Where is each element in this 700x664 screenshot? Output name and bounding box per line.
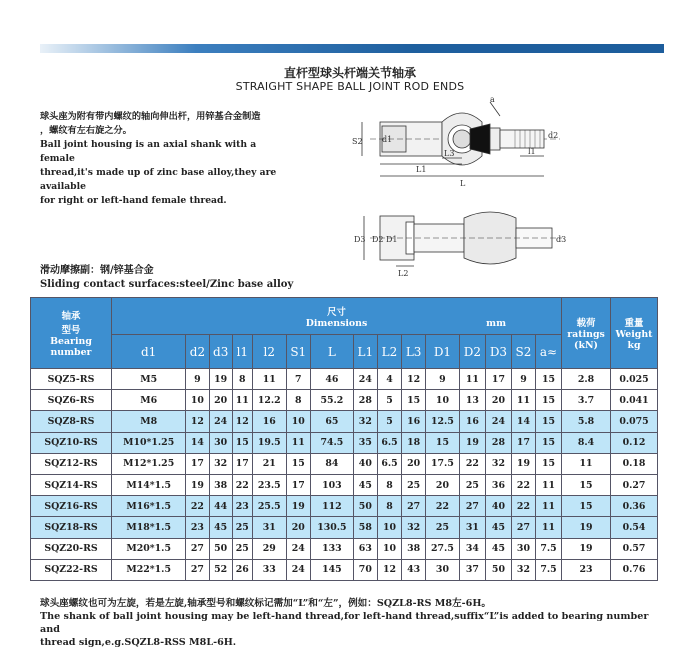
load-cn: 载荷 bbox=[576, 318, 596, 329]
bearing-number-cell: SQZ8-RS bbox=[31, 411, 112, 432]
table-cell: 9 bbox=[425, 369, 459, 390]
table-cell: 22 bbox=[232, 474, 252, 495]
table-cell: 130.5 bbox=[310, 517, 353, 538]
table-cell: 15 bbox=[562, 474, 611, 495]
table-cell: 11 bbox=[232, 390, 252, 411]
desc-en-line2: thread,it's made up of zinc base alloy,they are available bbox=[40, 167, 277, 192]
table-cell: 0.27 bbox=[611, 474, 658, 495]
table-cell: 28 bbox=[354, 390, 378, 411]
table-cell: 58 bbox=[354, 517, 378, 538]
table-cell: 15 bbox=[562, 496, 611, 517]
table-cell: 31 bbox=[459, 517, 485, 538]
table-cell: 0.54 bbox=[611, 517, 658, 538]
table-cell: 8 bbox=[232, 369, 252, 390]
table-cell: 14 bbox=[511, 411, 535, 432]
bearing-number-cell: SQZ20-RS bbox=[31, 538, 112, 559]
table-cell: 112 bbox=[310, 496, 353, 517]
desc-en-line3: for right or left-hand female thread. bbox=[40, 195, 227, 206]
weight-en2: kg bbox=[627, 340, 641, 351]
table-cell: 19 bbox=[186, 474, 209, 495]
column-header: l1 bbox=[232, 335, 252, 369]
bearing-number-cell: SQZ14-RS bbox=[31, 474, 112, 495]
table-cell: 17 bbox=[232, 453, 252, 474]
table-cell: 24 bbox=[209, 411, 232, 432]
table-cell: 8 bbox=[377, 474, 402, 495]
label-s2: S2 bbox=[352, 137, 363, 146]
table-cell: 8 bbox=[377, 496, 402, 517]
contact-surfaces bbox=[40, 264, 293, 292]
dimensions-cn: 尺寸 bbox=[327, 306, 346, 318]
table-cell: 0.075 bbox=[611, 411, 658, 432]
table-cell: 36 bbox=[485, 474, 511, 495]
table-cell: 27 bbox=[186, 538, 209, 559]
table-cell: 17.5 bbox=[425, 453, 459, 474]
table-cell: 22 bbox=[511, 474, 535, 495]
table-cell: 15 bbox=[535, 390, 561, 411]
table-cell: 9 bbox=[186, 369, 209, 390]
table-cell: 10 bbox=[286, 411, 310, 432]
table-cell: 19 bbox=[286, 496, 310, 517]
table-cell: 13 bbox=[459, 390, 485, 411]
table-cell: 38 bbox=[209, 474, 232, 495]
table-cell: 27 bbox=[402, 496, 426, 517]
table-cell: 15 bbox=[535, 411, 561, 432]
table-cell: 30 bbox=[511, 538, 535, 559]
table-cell: 70 bbox=[354, 559, 378, 580]
column-header: a≈ bbox=[535, 335, 561, 369]
label-L2: L2 bbox=[398, 269, 409, 278]
footer-line1: 球头座螺纹也可为左旋，若是左旋,轴承型号和螺纹标记需加“L”和“左”，例如：SQZL8-RS M8左-6H。 bbox=[40, 598, 491, 609]
label-d1: d1 bbox=[382, 135, 393, 144]
table-cell: 5.8 bbox=[562, 411, 611, 432]
table-cell: 22 bbox=[511, 496, 535, 517]
table-cell: 0.025 bbox=[611, 369, 658, 390]
table-cell: M16*1.5 bbox=[112, 496, 186, 517]
column-header: L bbox=[310, 335, 353, 369]
table-cell: 45 bbox=[485, 517, 511, 538]
table-cell: 32 bbox=[511, 559, 535, 580]
column-header: l2 bbox=[252, 335, 286, 369]
table-cell: 30 bbox=[209, 432, 232, 453]
table-cell: M20*1.5 bbox=[112, 538, 186, 559]
table-cell: 63 bbox=[354, 538, 378, 559]
bearing-cn2: 型号 bbox=[61, 325, 81, 336]
table-cell: 11 bbox=[562, 453, 611, 474]
table-cell: 23 bbox=[186, 517, 209, 538]
table-cell: 40 bbox=[354, 453, 378, 474]
table-cell: 22 bbox=[186, 496, 209, 517]
table-cell: 2.8 bbox=[562, 369, 611, 390]
table-cell: 12.2 bbox=[252, 390, 286, 411]
top-view-drawing bbox=[340, 206, 580, 278]
table-cell: M8 bbox=[112, 411, 186, 432]
table-cell: 14 bbox=[186, 432, 209, 453]
table-cell: 38 bbox=[402, 538, 426, 559]
table-cell: 12 bbox=[186, 411, 209, 432]
table-cell: 30 bbox=[425, 559, 459, 580]
table-cell: M18*1.5 bbox=[112, 517, 186, 538]
table-cell: 5 bbox=[377, 390, 402, 411]
weight-en1: Weight bbox=[615, 329, 653, 340]
table-cell: 40 bbox=[485, 496, 511, 517]
load-rating-header bbox=[562, 298, 611, 369]
bearing-en2: number bbox=[50, 347, 92, 358]
bearing-number-cell: SQZ16-RS bbox=[31, 496, 112, 517]
table-cell: 20 bbox=[425, 474, 459, 495]
column-header: L3 bbox=[402, 335, 426, 369]
table-cell: 24 bbox=[286, 538, 310, 559]
table-row bbox=[31, 390, 658, 411]
top-banner-bar bbox=[40, 44, 664, 53]
column-header: L1 bbox=[354, 335, 378, 369]
table-cell: 22 bbox=[425, 496, 459, 517]
table-cell: 23 bbox=[232, 496, 252, 517]
page-title-en: STRAIGHT SHAPE BALL JOINT ROD ENDS bbox=[235, 80, 465, 93]
table-cell: 55.2 bbox=[310, 390, 353, 411]
table-row bbox=[31, 538, 658, 559]
table-cell: 10 bbox=[377, 517, 402, 538]
label-D2: D2 bbox=[372, 235, 384, 244]
table-cell: 32 bbox=[402, 517, 426, 538]
table-cell: 27.5 bbox=[425, 538, 459, 559]
load-en2: (kN) bbox=[574, 340, 598, 351]
table-cell: 37 bbox=[459, 559, 485, 580]
column-header: d2 bbox=[186, 335, 209, 369]
table-cell: 0.18 bbox=[611, 453, 658, 474]
dimensions-header bbox=[112, 298, 562, 335]
table-cell: 25 bbox=[232, 517, 252, 538]
bearing-number-header bbox=[31, 298, 112, 369]
table-cell: 133 bbox=[310, 538, 353, 559]
bearing-cn1: 轴承 bbox=[61, 311, 81, 322]
spec-table bbox=[30, 297, 658, 581]
table-cell: 22 bbox=[459, 453, 485, 474]
table-cell: 25.5 bbox=[252, 496, 286, 517]
table-cell: 84 bbox=[310, 453, 353, 474]
table-cell: 145 bbox=[310, 559, 353, 580]
table-cell: 15 bbox=[535, 432, 561, 453]
dimensions-en: Dimensions bbox=[305, 317, 368, 329]
table-cell: 65 bbox=[310, 411, 353, 432]
table-row bbox=[31, 453, 658, 474]
footer-line2: The shank of ball joint housing may be left-hand thread,for left-hand thread,suffix“L”is added to bearing number and bbox=[40, 611, 649, 635]
column-header: D2 bbox=[459, 335, 485, 369]
table-cell: M22*1.5 bbox=[112, 559, 186, 580]
table-cell: 11 bbox=[286, 432, 310, 453]
column-header: d3 bbox=[209, 335, 232, 369]
table-cell: 43 bbox=[402, 559, 426, 580]
table-cell: 5 bbox=[377, 411, 402, 432]
label-d3: d3 bbox=[556, 235, 567, 244]
bearing-en1: Bearing bbox=[50, 336, 92, 347]
column-header: L2 bbox=[377, 335, 402, 369]
table-cell: 4 bbox=[377, 369, 402, 390]
table-row bbox=[31, 517, 658, 538]
table-cell: M6 bbox=[112, 390, 186, 411]
table-cell: 16 bbox=[459, 411, 485, 432]
table-cell: 8.4 bbox=[562, 432, 611, 453]
table-cell: 0.12 bbox=[611, 432, 658, 453]
table-cell: 32 bbox=[354, 411, 378, 432]
footer-note bbox=[40, 597, 670, 649]
label-d2: d2 bbox=[548, 131, 559, 140]
table-cell: 19 bbox=[562, 517, 611, 538]
table-cell: 3.7 bbox=[562, 390, 611, 411]
table-cell: 15 bbox=[425, 432, 459, 453]
table-cell: 7 bbox=[286, 369, 310, 390]
column-header: d1 bbox=[112, 335, 186, 369]
table-cell: 11 bbox=[535, 474, 561, 495]
label-D1: D1 bbox=[386, 235, 398, 244]
table-cell: 7.5 bbox=[535, 538, 561, 559]
table-row bbox=[31, 496, 658, 517]
table-cell: 16 bbox=[402, 411, 426, 432]
bearing-number-cell: SQZ6-RS bbox=[31, 390, 112, 411]
table-cell: 45 bbox=[209, 517, 232, 538]
table-cell: 74.5 bbox=[310, 432, 353, 453]
table-cell: 0.57 bbox=[611, 538, 658, 559]
table-cell: 17 bbox=[186, 453, 209, 474]
table-cell: 25 bbox=[402, 474, 426, 495]
column-header: D1 bbox=[425, 335, 459, 369]
table-cell: 17 bbox=[286, 474, 310, 495]
table-cell: 24 bbox=[485, 411, 511, 432]
table-cell: 24 bbox=[286, 559, 310, 580]
description bbox=[40, 110, 290, 208]
table-cell: 21 bbox=[252, 453, 286, 474]
bearing-number-cell: SQZ5-RS bbox=[31, 369, 112, 390]
table-cell: 16 bbox=[252, 411, 286, 432]
page-title-cn: 直杆型球头杆端关节轴承 bbox=[283, 66, 416, 80]
table-cell: 19.5 bbox=[252, 432, 286, 453]
table-cell: 27 bbox=[459, 496, 485, 517]
table-cell: 17 bbox=[485, 369, 511, 390]
unit-label: mm bbox=[486, 318, 506, 329]
table-cell: 12 bbox=[402, 369, 426, 390]
table-cell: M12*1.25 bbox=[112, 453, 186, 474]
column-header: S1 bbox=[286, 335, 310, 369]
table-cell: 11 bbox=[252, 369, 286, 390]
table-cell: 10 bbox=[377, 538, 402, 559]
table-cell: 27 bbox=[186, 559, 209, 580]
table-cell: 44 bbox=[209, 496, 232, 517]
weight-cn: 重量 bbox=[624, 318, 644, 329]
side-view-drawing bbox=[340, 94, 580, 194]
label-a: a bbox=[490, 95, 495, 104]
table-cell: 103 bbox=[310, 474, 353, 495]
bearing-number-cell: SQZ22-RS bbox=[31, 559, 112, 580]
table-cell: 15 bbox=[402, 390, 426, 411]
label-L1: L1 bbox=[416, 165, 427, 174]
column-header: S2 bbox=[511, 335, 535, 369]
table-cell: 8 bbox=[286, 390, 310, 411]
table-cell: 6.5 bbox=[377, 432, 402, 453]
table-cell: 31 bbox=[252, 517, 286, 538]
footer-line3: thread sign,e.g.SQZL8-RSS M8L-6H. bbox=[40, 637, 237, 648]
desc-cn-line1: 球头座为附有带内螺纹的轴向伸出杆，用锌基合金制造 bbox=[40, 111, 261, 122]
table-cell: 34 bbox=[459, 538, 485, 559]
bearing-number-cell: SQZ12-RS bbox=[31, 453, 112, 474]
label-D3: D3 bbox=[354, 235, 366, 244]
table-cell: 15 bbox=[286, 453, 310, 474]
label-l3: L3 bbox=[444, 149, 455, 158]
table-cell: M14*1.5 bbox=[112, 474, 186, 495]
label-L: L bbox=[460, 179, 466, 188]
table-cell: M5 bbox=[112, 369, 186, 390]
table-cell: 32 bbox=[209, 453, 232, 474]
table-cell: 11 bbox=[511, 390, 535, 411]
table-cell: 45 bbox=[354, 474, 378, 495]
table-cell: 12 bbox=[377, 559, 402, 580]
bearing-number-cell: SQZ10-RS bbox=[31, 432, 112, 453]
bearing-number-cell: SQZ18-RS bbox=[31, 517, 112, 538]
table-row bbox=[31, 411, 658, 432]
table-row bbox=[31, 559, 658, 580]
table-cell: 45 bbox=[485, 538, 511, 559]
table-cell: 20 bbox=[209, 390, 232, 411]
table-cell: 24 bbox=[354, 369, 378, 390]
table-cell: 23 bbox=[562, 559, 611, 580]
table-cell: 0.76 bbox=[611, 559, 658, 580]
column-header: D3 bbox=[485, 335, 511, 369]
table-cell: 15 bbox=[535, 369, 561, 390]
table-cell: 25 bbox=[425, 517, 459, 538]
table-cell: 19 bbox=[459, 432, 485, 453]
table-cell: 32 bbox=[485, 453, 511, 474]
table-cell: 6.5 bbox=[377, 453, 402, 474]
table-cell: 52 bbox=[209, 559, 232, 580]
table-cell: 50 bbox=[485, 559, 511, 580]
table-cell: 7.5 bbox=[535, 559, 561, 580]
contact-en: Sliding contact surfaces:steel/Zinc base alloy bbox=[40, 279, 294, 290]
table-cell: 46 bbox=[310, 369, 353, 390]
table-cell: 25 bbox=[232, 538, 252, 559]
table-cell: 27 bbox=[511, 517, 535, 538]
table-row bbox=[31, 369, 658, 390]
table-cell: 19 bbox=[562, 538, 611, 559]
table-cell: 18 bbox=[402, 432, 426, 453]
weight-header bbox=[611, 298, 658, 369]
table-cell: 20 bbox=[402, 453, 426, 474]
table-cell: 50 bbox=[209, 538, 232, 559]
table-cell: 29 bbox=[252, 538, 286, 559]
table-cell: M10*1.25 bbox=[112, 432, 186, 453]
table-row bbox=[31, 432, 658, 453]
table-cell: 11 bbox=[535, 517, 561, 538]
table-cell: 11 bbox=[459, 369, 485, 390]
table-cell: 12.5 bbox=[425, 411, 459, 432]
table-cell: 17 bbox=[511, 432, 535, 453]
table-cell: 12 bbox=[232, 411, 252, 432]
table-cell: 9 bbox=[511, 369, 535, 390]
contact-cn: 滑动摩擦副：钢/锌基合金 bbox=[40, 265, 154, 276]
table-cell: 28 bbox=[485, 432, 511, 453]
table-cell: 0.041 bbox=[611, 390, 658, 411]
table-cell: 0.36 bbox=[611, 496, 658, 517]
table-cell: 33 bbox=[252, 559, 286, 580]
table-cell: 35 bbox=[354, 432, 378, 453]
desc-en-line1: Ball joint housing is an axial shank with a female bbox=[40, 139, 257, 164]
table-cell: 20 bbox=[286, 517, 310, 538]
table-cell: 15 bbox=[535, 453, 561, 474]
table-cell: 10 bbox=[425, 390, 459, 411]
load-en1: ratings bbox=[567, 329, 605, 340]
table-cell: 19 bbox=[209, 369, 232, 390]
table-cell: 25 bbox=[459, 474, 485, 495]
desc-cn-line2: ，螺纹有左右旋之分。 bbox=[40, 125, 132, 136]
table-cell: 10 bbox=[186, 390, 209, 411]
table-cell: 19 bbox=[511, 453, 535, 474]
label-l1-small: l1 bbox=[528, 147, 536, 156]
table-cell: 15 bbox=[232, 432, 252, 453]
table-cell: 20 bbox=[485, 390, 511, 411]
table-row bbox=[31, 474, 658, 495]
table-cell: 50 bbox=[354, 496, 378, 517]
table-cell: 23.5 bbox=[252, 474, 286, 495]
table-cell: 11 bbox=[535, 496, 561, 517]
table-cell: 26 bbox=[232, 559, 252, 580]
